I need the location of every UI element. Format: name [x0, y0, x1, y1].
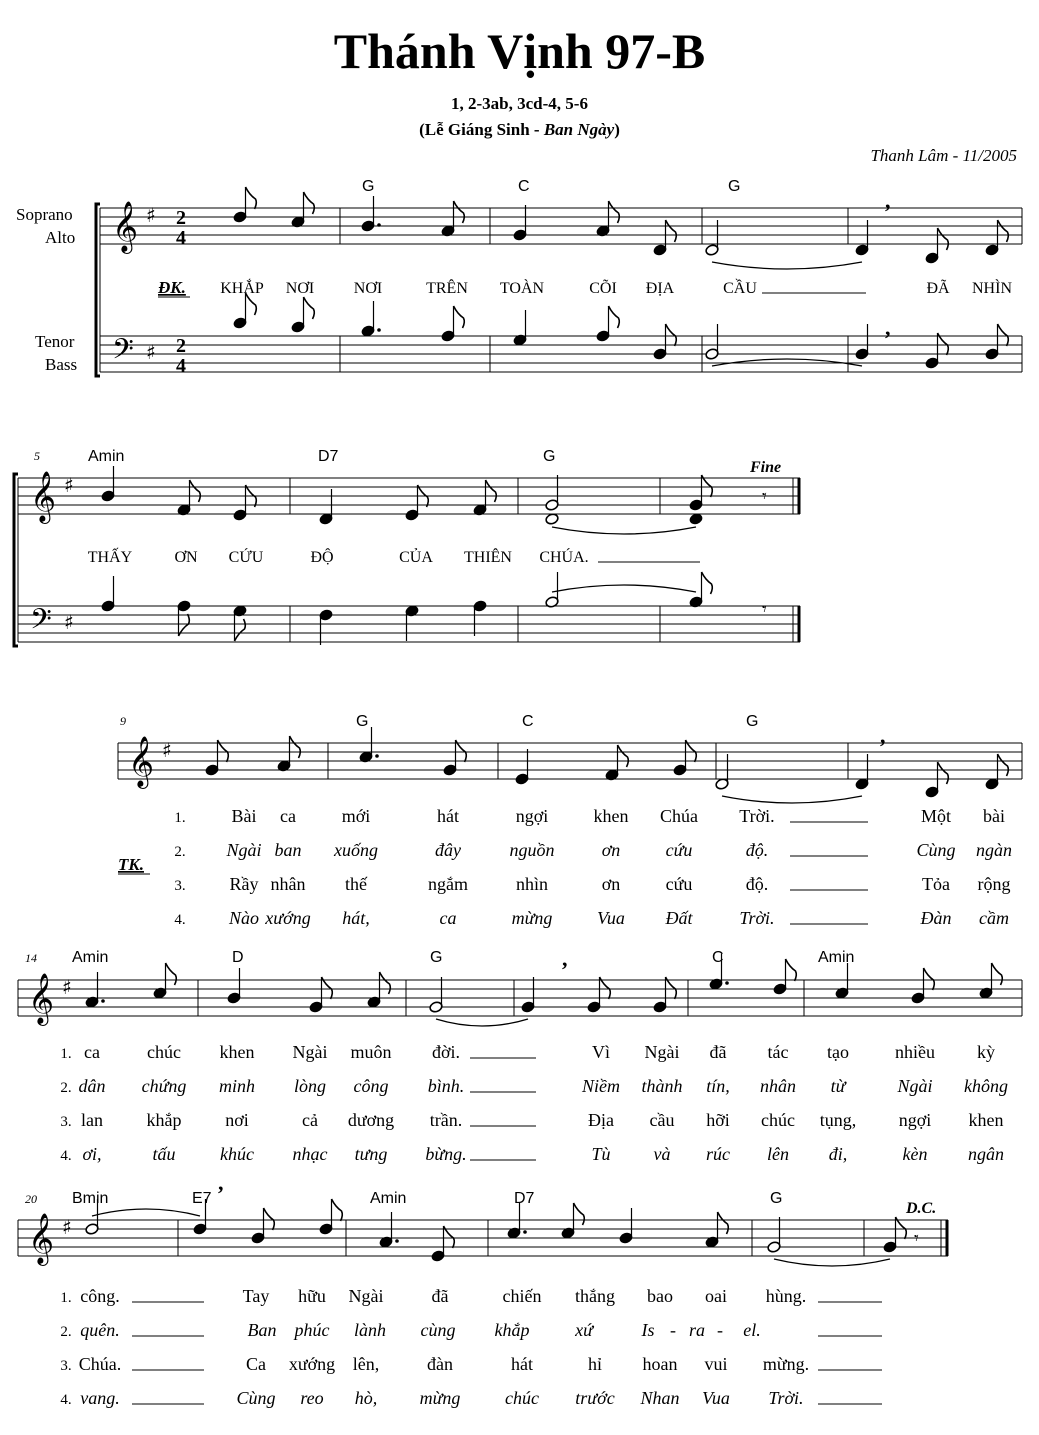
- refrain-lyric-word: TRÊN: [426, 280, 468, 297]
- verse-lyric-word: hò,: [354, 1388, 378, 1408]
- note-flag: [924, 968, 935, 990]
- breath-mark-icon: ,: [562, 946, 568, 971]
- verse-lyric-word: tạo: [827, 1042, 849, 1062]
- verse-lyric-word: ngợi: [515, 806, 549, 826]
- verse-number: 2.: [174, 844, 186, 860]
- occasion-main: (Lễ Giáng Sinh -: [419, 120, 544, 139]
- note-flag: [235, 619, 246, 641]
- refrain-lyric-word: ĐỘ: [310, 549, 334, 566]
- treble-clef-icon: 𝄞: [112, 201, 139, 252]
- key-sharp-icon: ♯: [64, 473, 74, 497]
- note-dot: [377, 328, 381, 332]
- occasion-italic: Ban Ngày: [543, 120, 615, 139]
- note-flag: [666, 220, 677, 242]
- verse-lyric-word: rúc: [706, 1144, 730, 1164]
- verse-lyric-word: chúc: [505, 1388, 539, 1408]
- verse-lyric-word: nhạc: [292, 1144, 328, 1164]
- verse-lyric-word: reo: [300, 1388, 324, 1408]
- verse-lyric-word: đàn: [427, 1354, 453, 1374]
- note-dot: [377, 223, 381, 227]
- chord-symbol: G: [362, 178, 375, 195]
- verse-lyric-word: Vua: [597, 908, 625, 928]
- verse-lyric-word: Tỏa: [922, 874, 950, 894]
- verse-lyric-word: Niềm: [582, 1076, 620, 1096]
- verse-lyric-word: kèn: [902, 1144, 928, 1164]
- verse-lyric-word: Ngài: [226, 840, 262, 860]
- refrain-lyric-word: CHÚA.: [539, 549, 589, 566]
- verse-lyric-word: Nào: [228, 908, 260, 928]
- staff-verse-4: [18, 980, 1022, 1016]
- chord-symbol: Amin: [88, 448, 125, 465]
- chord-symbol: Bmin: [72, 1190, 109, 1207]
- part-label-alto: Alto: [45, 228, 76, 247]
- verse-lyric-word: Tay: [242, 1286, 270, 1306]
- refrain-lyric-word: KHẮP: [220, 280, 264, 297]
- note-flag: [786, 959, 797, 981]
- chord-symbol: D: [232, 949, 244, 966]
- note-dot: [395, 1239, 399, 1243]
- verse-lyric-word: hát,: [342, 908, 370, 928]
- verse-lyric-word: nhiều: [895, 1042, 935, 1062]
- verse-lyric-word: Ngài: [644, 1042, 680, 1062]
- chord-symbol: Amin: [818, 949, 855, 966]
- verse-lyric-word: rộng: [977, 874, 1011, 894]
- song-title: Thánh Vịnh 97-B: [333, 23, 706, 79]
- verse-lyric-word: cầm: [979, 908, 1009, 928]
- verse-lyric-word: tưng: [354, 1144, 388, 1164]
- note-flag: [454, 306, 465, 328]
- verse-lyric-word: mừng: [419, 1388, 461, 1408]
- verse-lyric-word: ra: [688, 1320, 706, 1340]
- verse-lyric-word: chiến: [502, 1286, 542, 1306]
- verse-lyric-word: nhân: [760, 1076, 796, 1096]
- note-flag: [264, 1208, 275, 1230]
- note-flag: [998, 324, 1009, 346]
- verse-lyric-word: ngợi: [898, 1110, 932, 1130]
- verse-lyric-word: trước: [575, 1388, 615, 1408]
- verse-lyric-word: Is: [641, 1320, 655, 1340]
- note-flag: [332, 1199, 343, 1221]
- verse-lyric-word: chúc: [147, 1042, 181, 1062]
- chord-symbol: Amin: [72, 949, 109, 966]
- verse-lyric-word: mừng.: [762, 1354, 810, 1374]
- verse-number: 1.: [60, 1046, 72, 1062]
- time-sig-top-bass: 2: [176, 335, 186, 357]
- chord-symbol: D7: [514, 1190, 535, 1207]
- verse-number: 1.: [60, 1290, 72, 1306]
- verse-lyric-word: xướng: [288, 1354, 336, 1374]
- chord-symbol: G: [430, 949, 443, 966]
- verse-lyric-word: ơn: [601, 840, 621, 860]
- chord-symbol: C: [522, 713, 534, 730]
- verse-lyric-word: mới: [341, 806, 371, 826]
- staff-verse-5: [18, 1220, 948, 1256]
- verse-lyric-word: bài: [983, 806, 1005, 826]
- note-flag: [938, 228, 949, 250]
- verse-lyric-word: không: [964, 1076, 1008, 1096]
- eighth-rest-icon: 𝄾: [914, 1228, 919, 1249]
- refrain-lyric-word: THIÊN: [464, 549, 512, 566]
- note-flag: [454, 201, 465, 223]
- note-flag: [290, 736, 301, 758]
- verse-lyric-word: tụng,: [819, 1110, 857, 1130]
- verse-lyric-word: khen: [219, 1042, 255, 1062]
- refrain-lyric-word: ĐÃ: [926, 280, 950, 297]
- tie-curve: [436, 1019, 528, 1026]
- verse-lyric-word: hát: [511, 1354, 533, 1374]
- verse-lyric-word: phúc: [294, 1320, 330, 1340]
- verse-lyric-word: ơn: [601, 874, 621, 894]
- refrain-lyric-word: CỨU: [228, 549, 264, 566]
- verse-lyric-word: hát: [437, 806, 459, 826]
- key-sharp-icon: ♯: [62, 975, 72, 999]
- measure-number-20: 20: [25, 1192, 37, 1206]
- verse-lyric-word: lên: [767, 1144, 789, 1164]
- verse-lyric-word: oai: [705, 1286, 727, 1306]
- note-flag: [992, 963, 1003, 985]
- note-flag: [998, 754, 1009, 776]
- verse-lyric-word: vang.: [80, 1388, 120, 1408]
- verse-lyric-word: quên.: [80, 1320, 120, 1340]
- verse-number: 3.: [60, 1358, 72, 1374]
- time-sig-bottom-treble: 4: [176, 227, 186, 249]
- note-dot: [725, 981, 729, 985]
- verse-lyric-word: minh: [219, 1076, 255, 1096]
- verse-lyric-word: khúc: [220, 1144, 254, 1164]
- verse-lyric-word: nguồn: [509, 840, 555, 860]
- verse-lyric-word: độ.: [745, 840, 769, 860]
- note-head: [689, 513, 703, 526]
- verse-lyric-word: Một: [920, 806, 952, 826]
- chord-symbol: C: [518, 178, 530, 195]
- note-flag: [718, 1212, 729, 1234]
- verse-lyric-word: thắng: [575, 1286, 615, 1306]
- verse-lyric-word: khắp: [494, 1320, 530, 1340]
- chord-symbol: D7: [318, 448, 339, 465]
- verse-number: 4.: [60, 1392, 72, 1408]
- verse-lyric-word: Ngài: [897, 1076, 933, 1096]
- measure-number-14: 14: [25, 951, 37, 965]
- verse-lyric-word: cứu: [665, 840, 693, 860]
- verse-number: 2.: [60, 1324, 72, 1340]
- note-flag: [190, 480, 201, 502]
- verse-lyric-word: đã: [431, 1286, 449, 1306]
- refrain-lyric-word: ĐỊA: [645, 280, 675, 297]
- system-bracket-2: [14, 474, 18, 646]
- verse-lyric-word: nơi: [225, 1110, 249, 1130]
- refrain-lyric-word: THẤY: [87, 549, 133, 566]
- verse-lyric-word: đời.: [431, 1042, 461, 1062]
- refrain-lyric-word: NHÌN: [972, 280, 1012, 297]
- refrain-label: ĐK.: [158, 278, 186, 297]
- verse-lyric-word: chứng: [141, 1076, 187, 1096]
- verse-lyric-word: đi,: [828, 1144, 848, 1164]
- treble-clef-icon: 𝄞: [30, 471, 57, 522]
- verse-lyric-word: lòng: [293, 1076, 327, 1096]
- measure-number-9: 9: [120, 714, 126, 728]
- time-sig-bottom-bass: 4: [176, 355, 186, 377]
- part-label-bass: Bass: [45, 355, 78, 374]
- verse-lyric-word: dương: [347, 1110, 395, 1130]
- verse-lyric-word: xướng: [265, 908, 311, 928]
- verse-lyric-word: tấu: [152, 1144, 176, 1164]
- verse-lyric-word: nhân: [270, 874, 306, 894]
- note-flag: [609, 306, 620, 328]
- time-sig-top-treble: 2: [176, 207, 186, 229]
- note-flag: [609, 201, 620, 223]
- verse-lyric-word: dân: [78, 1076, 106, 1096]
- verse-lyric-word: công: [353, 1076, 389, 1096]
- refrain-lyric-word: TOÀN: [499, 280, 545, 297]
- staff-tenor-bass-1: [100, 336, 1022, 372]
- key-sharp-icon: ♯: [62, 1215, 72, 1239]
- verse-lyric-word: Cùng: [236, 1388, 276, 1408]
- verse-lyric-word: Cùng: [916, 840, 956, 860]
- chord-symbol: G: [356, 713, 369, 730]
- verse-lyric-word: ca: [84, 1042, 100, 1062]
- verse-lyric-word: hỉ: [587, 1354, 603, 1374]
- verse-lyric-word: -: [670, 1320, 676, 1340]
- verse-number: 3.: [174, 878, 186, 894]
- note-flag: [574, 1203, 585, 1225]
- verse-lyric-word: cứu: [665, 874, 693, 894]
- verse-lyric-word: lan: [81, 1110, 103, 1130]
- tie-curve: [552, 527, 696, 534]
- note-flag: [304, 297, 315, 319]
- verse-lyric-word: bao: [647, 1286, 673, 1306]
- refrain-lyric-word: NƠI: [353, 280, 383, 297]
- note-flag: [166, 963, 177, 985]
- refrain-lyric-word: ƠN: [174, 549, 198, 566]
- verse-lyric-word: ca: [280, 806, 296, 826]
- note-flag: [486, 480, 497, 502]
- note-dot: [375, 754, 379, 758]
- verse-lyric-word: chúc: [761, 1110, 795, 1130]
- note-flag: [938, 762, 949, 784]
- verse-lyric-word: Nhan: [640, 1388, 680, 1408]
- eighth-rest-icon: 𝄾: [762, 599, 767, 620]
- verse-lyric-word: Trời.: [739, 806, 775, 826]
- verse-lyric-word: Trời.: [739, 908, 775, 928]
- verse-lyric-word: ơi,: [82, 1144, 102, 1164]
- note-flag: [998, 220, 1009, 242]
- key-sharp-icon: ♯: [146, 340, 156, 364]
- verse-lyric-word: hùng.: [765, 1286, 807, 1306]
- verse-lyric-word: công.: [80, 1286, 120, 1306]
- verse-lyric-word: cả: [302, 1110, 318, 1130]
- chord-symbol: G: [543, 448, 556, 465]
- verse-lyric-word: thành: [641, 1076, 683, 1096]
- fine-marking: Fine: [750, 459, 782, 476]
- verse-lyric-word: thế: [345, 874, 367, 894]
- verse-lyric-word: Đàn: [920, 908, 952, 928]
- verse-label: TK.: [118, 855, 144, 874]
- verse-lyric-word: khắp: [146, 1110, 182, 1130]
- verse-lyric-word: ca: [439, 908, 457, 928]
- staff-soprano-alto-2: [18, 478, 800, 514]
- note-flag: [702, 572, 713, 594]
- breath-mark-icon: ,: [880, 723, 886, 748]
- breath-mark-icon: ,: [885, 315, 891, 340]
- chord-symbol: Amin: [370, 1190, 407, 1207]
- verse-number: 4.: [60, 1148, 72, 1164]
- tie-curve: [92, 1209, 200, 1216]
- verse-lyric-word: Chúa.: [78, 1354, 122, 1374]
- verse-lyric-word: bình.: [427, 1076, 465, 1096]
- verse-lyric-word: độ.: [745, 874, 769, 894]
- verse-lyric-word: Ca: [246, 1354, 266, 1374]
- score-dynamic-layer: [18, 178, 1022, 1408]
- verse-number: 1.: [174, 810, 186, 826]
- verse-lyric-word: tín,: [706, 1076, 730, 1096]
- chord-symbol: C: [712, 949, 724, 966]
- verse-lyric-word: Địa: [588, 1110, 614, 1130]
- refrain-lyric-word: NƠI: [285, 280, 315, 297]
- verse-lyric-word: hoan: [642, 1354, 678, 1374]
- verse-lyric-word: cùng: [420, 1320, 456, 1340]
- staff-verse-3: [118, 743, 1022, 779]
- note-flag: [380, 972, 391, 994]
- breath-mark-icon: ,: [218, 1170, 224, 1195]
- breath-mark-icon: ,: [885, 188, 891, 213]
- verse-lyric-word: khen: [593, 806, 629, 826]
- verse-lyric-word: ngàn: [976, 840, 1012, 860]
- key-sharp-icon: ♯: [64, 610, 74, 634]
- verse-lyric-word: xuống: [334, 840, 378, 860]
- verse-lyric-word: el.: [743, 1320, 761, 1340]
- verse-lyric-word: bừng.: [425, 1144, 467, 1164]
- chord-symbol: G: [746, 713, 759, 730]
- note-flag: [304, 192, 315, 214]
- refrain-lyric-word: CẦU: [723, 280, 757, 297]
- verse-lyric-word: đây: [435, 840, 461, 860]
- da-capo-marking: D.C.: [906, 1200, 937, 1217]
- measure-number-5: 5: [34, 449, 40, 463]
- bass-clef-icon: 𝄢: [112, 333, 134, 373]
- note-dot: [101, 999, 105, 1003]
- verse-lyric-word: Ngài: [348, 1286, 384, 1306]
- composer-credit: Thanh Lâm - 11/2005: [870, 146, 1017, 165]
- verse-lyric-word: Tù: [591, 1144, 611, 1164]
- refrain-lyric-word: CÕI: [589, 280, 617, 297]
- treble-clef-icon: 𝄞: [28, 1213, 55, 1264]
- verse-lyric-word: Vì: [592, 1042, 610, 1062]
- verse-lyric-word: Ban: [247, 1320, 277, 1340]
- verse-lyric-word: hữu: [298, 1286, 326, 1306]
- verse-lyric-word: hỡi: [706, 1110, 730, 1130]
- verse-lyric-word: Rầy: [229, 874, 259, 894]
- verse-lyric-word: lên,: [352, 1354, 380, 1374]
- occasion-end: ): [614, 120, 620, 139]
- treble-clef-icon: 𝄞: [28, 973, 55, 1024]
- verse-lyric-word: Chúa: [660, 806, 698, 826]
- system-bracket-1: [96, 204, 100, 376]
- refrain-lyric-word: CỦA: [399, 549, 433, 566]
- verse-lyric-word: nhìn: [515, 874, 549, 894]
- verse-number: 2.: [60, 1080, 72, 1096]
- verse-lyric-word: đã: [709, 1042, 727, 1062]
- verse-lyric-word: Vua: [702, 1388, 730, 1408]
- verse-lyric-word: ngắm: [428, 874, 468, 894]
- tie-curve: [712, 262, 862, 269]
- verse-lyric-word: ban: [274, 840, 302, 860]
- part-label-soprano: Soprano: [16, 205, 73, 224]
- verse-lyric-word: từ: [830, 1076, 846, 1096]
- verse-lyric-word: xứ: [575, 1320, 593, 1340]
- verse-lyric-word: Bài: [231, 806, 257, 826]
- verse-lyric-word: trần.: [429, 1110, 463, 1130]
- note-flag: [618, 745, 629, 767]
- note-flag: [666, 324, 677, 346]
- bass-clef-icon: 𝄢: [30, 603, 52, 643]
- verse-lyric-word: ngân: [968, 1144, 1004, 1164]
- verse-lyric-word: Trời.: [768, 1388, 804, 1408]
- verse-lyric-word: tác: [767, 1042, 789, 1062]
- key-sharp-icon: ♯: [146, 203, 156, 227]
- tie-curve: [722, 796, 862, 803]
- tie-curve: [552, 585, 696, 592]
- verse-lyric-word: vui: [704, 1354, 728, 1374]
- key-sharp-icon: ♯: [162, 738, 172, 762]
- note-flag: [246, 187, 257, 209]
- verse-lyric-word: Đất: [665, 908, 693, 928]
- chord-symbol: G: [728, 178, 741, 195]
- verse-number: 4.: [174, 912, 186, 928]
- eighth-rest-icon: 𝄾: [762, 486, 767, 507]
- chord-symbol: E7: [192, 1190, 212, 1207]
- note-head: [545, 513, 559, 526]
- verse-lyric-word: Ngài: [292, 1042, 328, 1062]
- verse-lyric-word: khen: [968, 1110, 1004, 1130]
- verse-lyric-word: và: [653, 1144, 671, 1164]
- tie-curve: [774, 1259, 890, 1266]
- chord-symbol: G: [770, 1190, 783, 1207]
- verse-lyric-word: cầu: [649, 1110, 675, 1130]
- verse-lyric-word: -: [717, 1320, 723, 1340]
- part-label-tenor: Tenor: [35, 332, 75, 351]
- verse-lyric-word: lành: [353, 1320, 387, 1340]
- verse-lyric-word: mừng: [511, 908, 553, 928]
- verse-lyric-word: kỳ: [977, 1042, 995, 1062]
- treble-clef-icon: 𝄞: [128, 736, 155, 787]
- verse-numbers-subtitle: 1, 2-3ab, 3cd-4, 5-6: [451, 94, 588, 113]
- verse-lyric-word: muôn: [350, 1042, 392, 1062]
- note-dot: [523, 1230, 527, 1234]
- verse-number: 3.: [60, 1114, 72, 1130]
